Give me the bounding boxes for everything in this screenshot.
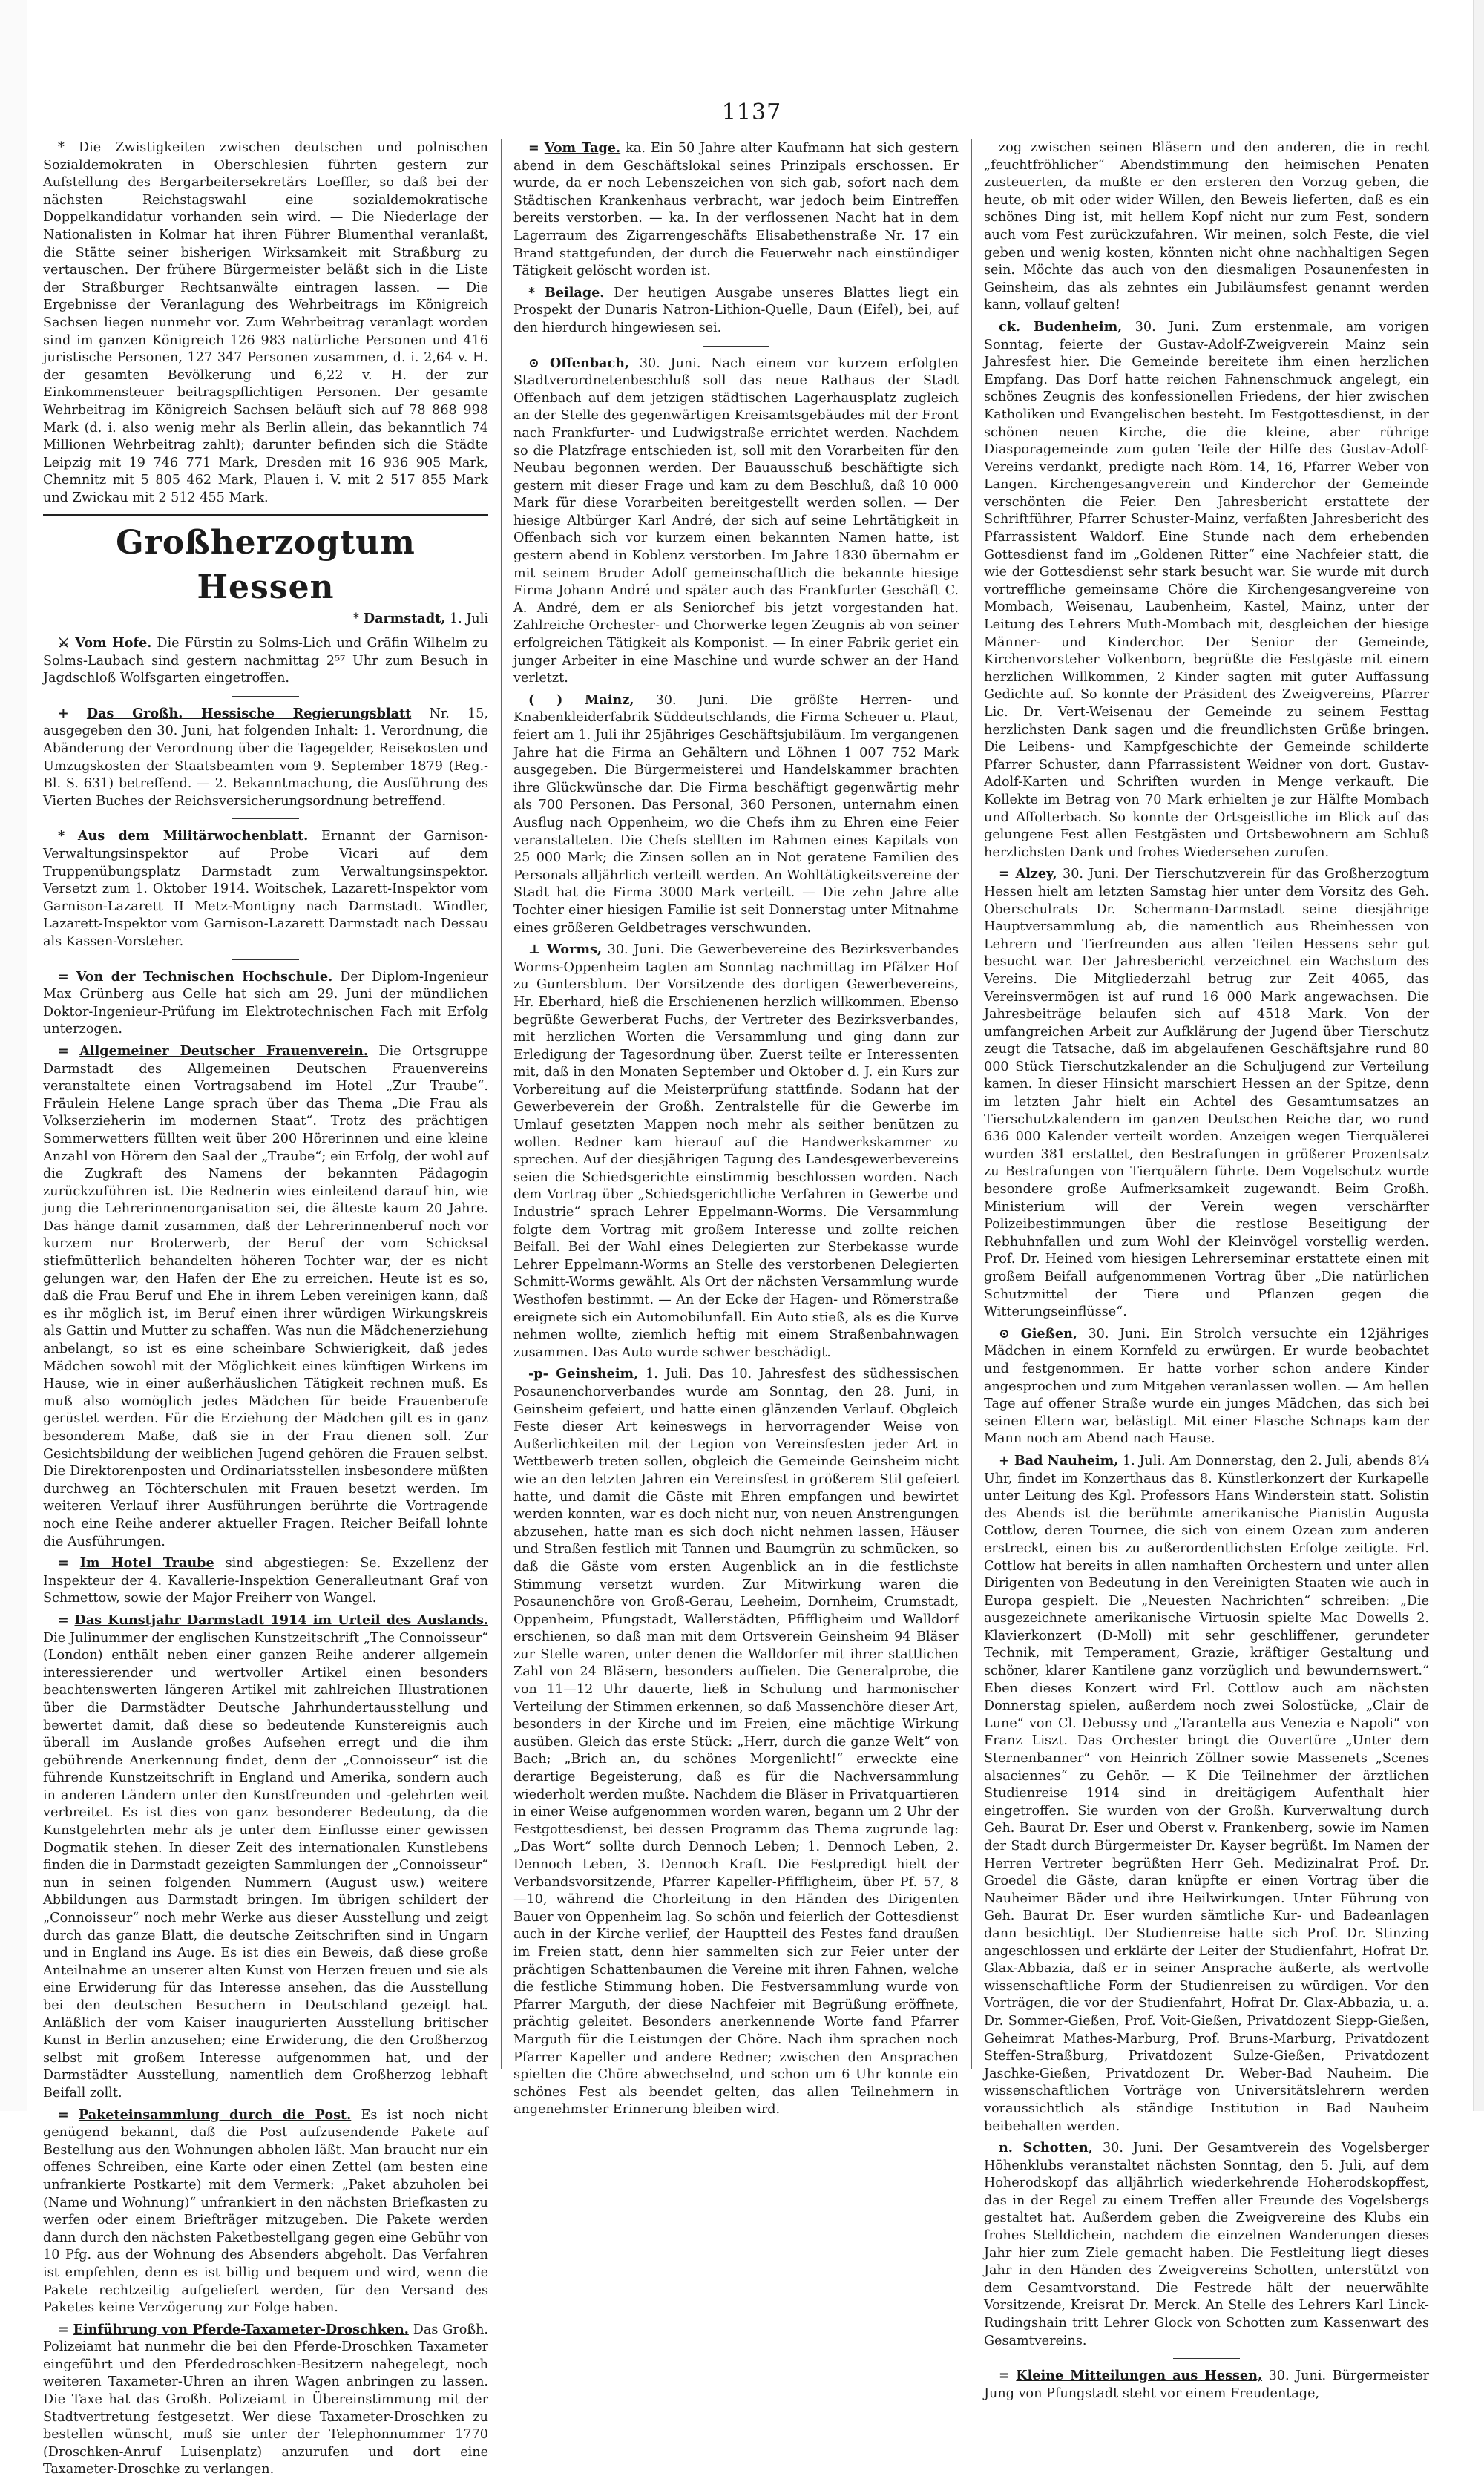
article-body: Die Julinummer der englischen Kunstzeitschrift „The Connoisseur“ (London) enthält neben einer ganzen Reihe anderer allgemein interessierender und wertvoller Artikel einen besonders beachtenswerten längeren Artikel mit zahlreichen Illustrationen über die Darmstädter Deutsche Jahrhundertausstellung und bewertet damit, daß diese so bedeutende Kunstereignis auch überall im Auslande großes Aufsehen erregt und die ihm gebührende Anerkennung findet, denn der „Connoisseur“ ist die führende Kunstzeitschrift in England und Amerika, sondern auch in anderen Ländern unter den Kunstfreunden und -gelehrten weit verbreitet. Es ist dies von ganz besonderer Bedeutung, da die Kunstgelehrten mehr als je unter dem Einflusse einer gewissen Dogmatik stehen. In dieser Zeit des internationalen Kunstlebens finden die in Darmstadt gezeigten Sammlungen der „Connoisseur“ nun in seinen folgenden Nummern (August usw.) weitere Abbildungen aus Darmstadt bringen. Im übrigen schildert der „Connoisseur“ noch mehr Werke aus dieser Ausstellung und zeigt durch das ganze Blatt, die deutsche Zeitschriften sind in Ungarn und in England ins Auge. Es ist dies ein Beweis, daß diese große Anteilnahme an unserer alten Kunst von Herzen freuen und sie als eine Erwiderung für das Interesse ansehen, das die Ausstellung bei den deutschen Besuchern in Deutschland gezeigt hat. Anläßlich der vom Kaiser inaugurierten Ausstellung britischer Kunst in Berlin anzusehen; eine Erwiderung, die den Großherzog selbst mit großem Interesse aufgenommen hat, und der Darmstädter Ausstellung, namentlich dem Großherzog lebhaft Beifall zollt. xyxy=(43,1630,488,2101)
article-lead: + Bad Nauheim, xyxy=(999,1452,1119,1468)
article-lead: = xyxy=(58,2107,69,2123)
section-heading: Großherzogtum Hessen xyxy=(116,524,416,607)
binding-edge xyxy=(0,0,27,2111)
article-headline: Von der Technischen Hochschule. xyxy=(76,968,333,985)
article-body: Ernannt der Garnison-Verwaltungsinspektor auf Probe Vicari auf dem Truppenübungsplatz Darmstadt zum Verwaltungsinspektor. Versetzt zum 1. Oktober 1914. Woitschek, Lazarett-Inspektor vom Garnison-Lazarett II Metz-Montigny nach Darmstadt. Windler, Lazarett-Inspektor vom Garnison-Lazarett Darmstadt nach Dessau als Kassen-Vorsteher. xyxy=(43,829,489,949)
news-article xyxy=(43,1612,488,2103)
article-body: 30. Juni. Der Tierschutzverein für das Großherzogtum Hessen hielt am letzten Samstag hier unter dem Vorsitz des Geh. Oberschulrats Dr. Schermann-Darmstadt seine diesjährige Hauptversammlung ab, die namentlich aus Rheinhessen von Lehrern und Tierfreunden aus allen Teilen Hessens sehr gut besucht war. Der Jahresbericht verzeichnet ein Wachstum des Vereins. Die Mitgliederzahl betrug zur Zeit 4065, das Vereinsvermögen ist auf rund 16 000 Mark angewachsen. Die Jahresbeiträge belaufen sich auf 4518 Mark. Von der umfangreichen Arbeit zur Aufklärung der Jugend über Tierschutz zeugt die Tatsache, daß im abgelaufenen Geschäftsjahre rund 80 000 Stück Tierschutzkalender an die Schuljugend zur Verteilung kamen. In dieser Hinsicht marschiert Hessen an der Spitze, denn im letzten Jahr hielt ein Achtel des Gesamtumsatzes an Tierschutzkalendern im ganzen Deutschen Reiche dar, wo rund 636 000 Kalender verteilt worden. Anzeigen wegen Tierquälerei wurden 381 erstattet, den Bestrafungen in größerer Prozentsatz zu Bestrafungen von Tierquälern führte. Dem Vogelschutz wurde besondere große Aufmerksamkeit zugewandt. Beim Großh. Ministerium will der Verein wegen verschärfter Polizeibestimmungen über die restlose Beseitigung der Rebhuhnfallen und zum Wohl der Kleinvögel vorstellig werden. Prof. Dr. Heined vom hiesigen Lehrerseminar erstattete einen mit großem Beifall aufgenommenen Vortrag über „Die natürlichen Schutzmittel der Tiere und Pflanzen gegen die Witterungseinflüsse“. xyxy=(984,867,1429,1320)
article-lead: ⚔ Vom Hofe. xyxy=(58,635,152,651)
article-body: Der heutigen Ausgabe unseres Blattes liegt ein Prospekt der Dunaris Natron-Lithion-Quelle, Daun (Eifel), bei, auf den hierdurch hingewiesen sei. xyxy=(513,285,959,335)
page-edge xyxy=(1473,0,1484,2111)
article-body: ka. Ein 50 Jahre alter Kaufmann hat sich gestern abend in dem Geschäftslokal seines Prinzipals erschossen. Er wurde, da er noch Lebenszeichen von sich gab, sofort nach dem Städtischen Krankenhaus verbracht, war jedoch beim Eintreffen bereits verstorben. — ka. In der verflossenen Nacht hat in dem Lagerraum des Zigarrengeschäfts Elisabethenstraße Nr. 17 ein Brand stattgefunden, der durch die Feuerwehr nach einstündiger Tätigkeit gelöscht worden ist. xyxy=(513,141,959,279)
news-article xyxy=(984,2139,1429,2350)
news-article xyxy=(513,284,959,338)
article-body: 30. Juni. Nach einem vor kurzem erfolgten Stadtverordnetenbeschluß soll das neue Rathaus der Stadt Offenbach auf dem jetzigen städtischen Lagerhausplatz zugleich an der Stelle des gegenwärtigen Kreisamtsgebäudes mit der Front nach Frankfurter- und Ludwigstraße errichtet werden. Nachdem so die Platzfrage entschieden ist, soll mit den Vorarbeiten für den Neubau begonnen werden. Der Bauausschuß beschäftigte sich gestern mit dieser Frage und kam zu dem Beschluß, daß 10 000 Mark für diese Vorarbeiten bereitgestellt werden sollen. — Der hiesige Altbürger Karl André, der sich auf seine Lehrtätigkeit in Offenbach sich vor kurzem einen bekannten Namen hatte, ist gestern abend in Koblenz verstorben. Im Jahre 1830 übernahm er mit seinem Bruder Adolf gemeinschaftlich die bekannte hiesige Firma Johann André und später auch das Frankfurter Geschäft C. A. André, dem er als Seniorchef bis jetzt vorgestanden hat. Zahlreiche Orchester- und Chorwerke legen Zeugnis ab von seiner erfolgreichen Tätigkeit als Komponist. — In einer Fabrik geriet ein junger Arbeiter in eine Maschine und wurde schwer an der Hand verletzt. xyxy=(513,355,959,686)
news-article xyxy=(43,827,488,950)
article-headline: Im Hotel Traube xyxy=(79,1555,214,1572)
article-body: zog zwischen seinen Bläsern und den anderen, die in recht „feuchtfröhlicher“ Abendstimmung den heimischen Penaten zusteuerten, da mußte er den ersteren den Vorzug geben, die heute, ob mit oder wider Willen, den Beweis lieferten, daß es ein schönes Ding ist, mit hellem Kopf nicht nur zum Fest, sondern auch vom Fest zurückzufahren. Wir meinen, solch Feste, die viel geben und wenig kosten, könnten nicht ohne nachhaltigen Segen sein. Möchte das auch von den diesmaligen Posaunenfesten in Geinsheim, das als zehntes ein Jubiläumsfest genannt werden kann, vollauf gelten! xyxy=(984,140,1429,313)
article-headline: Aus dem Militärwochenblatt. xyxy=(77,828,309,844)
column-1 xyxy=(43,139,489,2478)
article-separator xyxy=(232,959,299,960)
article-separator xyxy=(232,818,299,819)
article-body: Die Ortsgruppe Darmstadt des Allgemeinen Deutschen Frauenvereins veranstaltete einen Vortragsabend im Hotel „Zur Traube“. Fräulein Helene Lange sprach über das Thema „Die Frau als Volkserzieherin im modernen Staat“. Trotz des prächtigen Sommerwetters füllten weit über 200 Hörerinnen und eine kleine Anzahl von Hörern den Saal der „Traube“; ein Erfolg, der wohl auf die Zugkraft des Namens der bekannten Pädagogin zurückzuführen ist. Die Rednerin wies einleitend darauf hin, wie jung die Lehrerinnenorganisation sei, die älteste kaum 20 Jahre. Das hänge damit zusammen, daß der Lehrerinnenberuf noch vor kurzem nur Broterwerb, der Beruf der vom Schicksal stiefmütterlich behandelten höheren Tochter war, der es nicht gelungen war, den Hafen der Ehe zu erreichen. Heute ist es so, daß die Frau Beruf und Ehe in ihrem Leben vereinigen kann, daß es ihr möglich ist, im Beruf einen ihrer würdigen Wirkungskreis als Gattin und Mutter zu schaffen. Was nun die Mädchenerziehung anbelangt, so ist es eine scheinbare Schwierigkeit, daß jedes Mädchen sowohl mit der Möglichkeit eines künftigen Wirkens im Hause, wie in einer außerhäuslichen Tätigkeit rechnen muß. Es muß also womöglich jedes Mädchen für beide Frauenberufe gerüstet werden. Für die Erziehung der Mädchen gilt es in ganz besonderem Maße, daß sie in der Frau dienen soll. Zur Gesichtsbildung der weiblichen Jugend gehören die Frauen selbst. Die Direktorenposten und Ordinariatsstellen insbesondere müßten durchweg an Töchterschulen mit Frauen besetzt werden. Im weiteren Verlauf ihrer Ausführungen berührte die Vortragende noch eine Reihe anderer aktueller Fragen. Reicher Beifall lohnte die Ausführungen. xyxy=(43,1043,488,1549)
article-body: 30. Juni. Zum erstenmale, am vorigen Sonntag, feierte der Gustav-Adolf-Zweigverein Mainz sein Jahresfest hier. Die Gemeinde bereitete ihm einen herzlichen Empfang. Das Dorf hatte reichen Fahnenschmuck angelegt, ein schönes Zeugnis des konfessionellen Friedens, der hier zwischen Katholiken und Evangelischen besteht. Im Festgottesdienst, in der schönen neuen Kirche, die die kleine, aber rührige Diasporagemeinde zum guten Teile der Hilfe des Gustav-Adolf-Vereins verdankt, predigte nach Röm. 14, 16, Pfarrer Weber von Langen. Kirchengesangverein und Kinderchor der Gemeinde verschönten die Feier. Den Jahresbericht erstattete der Schriftführer, Pfarrer Schuster-Mainz, verfaßten Jahresbericht des Pfarrassistent Waldorf. Eine Stunde nach dem erhebenden Gottesdienst fand im „Goldenen Ritter“ eine Nachfeier statt, die wie der Gottesdienst sehr stark besucht war. Sie wurde mit durch vortreffliche gemeinsame Chöre die Kirchengesangvereine von Mombach, Weisenau, Laubenheim, Kastel, Mainz, unter der Leitung des Lehrers Muth-Mombach mit, desgleichen der hiesige Männer- und Kinderchor. Der Senior der Gemeinde, Kirchenvorsteher Volkenborn, begrüßte die Festgäste mit einem herzlichen Willkommen, 2 Kinder sagten mit guter Auffassung Gedichte auf. So konnte der Präsident des Zweigvereins, Pfarrer Lic. Dr. Vert-Weisenau der Gemeinde zu seinem Festtag herzlichsten Dank sagen und die freundlichsten Grüße bringen. Die Leibens- und Kampfgeschichte der Gemeinde schilderte Pfarrer Schuster, dann Pfarrassistent Weidner von dort. Gustav-Adolf-Karten und Schriften wurden in Menge verkauft. Die Kollekte im Betrag von 70 Mark erhielten je zur Hälfte Mombach und Affolterbach. So konnte der Ortsgeistliche im Blick auf das gelungene Fest allen Festgästen und Ortsbewohnern am Schluß herzlichsten Dank und frohes Wiedersehen zurufen. xyxy=(984,319,1429,860)
article-body: 30. Juni. Der Gesamtverein des Vogelsberger Höhenklubs veranstaltet nächsten Sonntag, den 5. Juli, auf dem Hoherodskopf das alljährlich wiederkehrende Hoherodskopffest, das in der Regel zu einem Treffen aller Freunde des Vogelsbergs gestaltet hat. Außerdem geben die Zweigvereine des Klubs ein frohes Stelldichein, nachdem die einzelnen Wanderungen dieses Jahr hier zum Ziele gemacht haben. Die Festleitung liegt dieses Jahr in den Händen des Zweigvereins Schotten, unterstützt von dem Gesamtvorstand. Die Festrede hält der neuerwählte Vorsitzende, Kreisrat Dr. Merck. An Stelle des Lehrers Karl Linck-Rudingshain tritt Lehrer Glock von Schotten zum Kassenwart des Gesamtvereins. xyxy=(984,2141,1430,2348)
article-lead: ⊙ Offenbach, xyxy=(528,355,630,371)
article-lead: ⊥ Worms, xyxy=(528,942,603,958)
article-separator xyxy=(232,696,299,697)
page-number: 1137 xyxy=(721,99,782,125)
article-headline: Allgemeiner Deutscher Frauenverein. xyxy=(79,1043,368,1059)
article-lead: = xyxy=(58,2321,69,2337)
column-rule xyxy=(971,139,972,2069)
section-rule xyxy=(43,514,488,516)
news-article xyxy=(43,139,488,507)
article-lead: = xyxy=(58,1043,69,1059)
column-rule xyxy=(501,139,502,2069)
article-lead: = xyxy=(58,1555,69,1572)
article-headline: Das Kunstjahr Darmstadt 1914 im Urteil des Auslands. xyxy=(74,1612,488,1628)
news-article xyxy=(984,139,1429,315)
section-dateline xyxy=(43,610,488,628)
column-3 xyxy=(984,139,1430,2401)
article-headline: Paketeinsammlung durch die Post. xyxy=(78,2107,352,2123)
news-article xyxy=(513,941,959,1362)
article-lead: = xyxy=(58,1612,69,1628)
article-lead: * xyxy=(528,284,536,301)
article-body: 1. Juli. Das 10. Jahresfest des südhessischen Posaunenchorverbandes wurde am Sonntag, den 28. Juni, in Geinsheim gefeiert, und hatte einen glänzenden Verlauf. Obgleich Feste dieser Art keineswegs in hervorragender Weise von Außerlichkeiten mit der Legion von Vereinsfesten jeder Art in Wettbewerb treten sollen, obgleich die Gemeinde Geinsheim nicht wie an den letzten Jahren ein Vereinsfest in größerem Stil gefeiert hatte, und damit die Gäste mit Ehren empfangen und bewirtet werden konnten, war es doch nicht nur, von neuen Anstrengungen abzusehen, hatte man es sich doch nicht nehmen lassen, Häuser und Straßen festlich mit Tannen und Baumgrün zu schmücken, so daß die Gäste vom ersten Augenblick an in die festlichste Stimmung versetzt wurden. Zur Mitwirkung waren die Posaunenchöre von Groß-Gerau, Leeheim, Dornheim, Crumstadt, Oppenheim, Pfungstadt, Wallerstädten, Pfiffligheim und Walldorf erschienen, so daß man mit dem Ortsverein Geinsheim 94 Bläser zur Stelle waren, unter denen die Walldorfer mit ihrer stattlichen Zahl von 24 Bläsern, besonders auffielen. Die Generalprobe, die von 11—12 Uhr dauerte, ließ in Schulung und harmonischer Verteilung der Stimmen erkennen, so daß Massenchöre dieser Art, besonders in der Kirche und im Freien, eine mächtige Wirkung ausüben. Gleich das erste Stück: „Herr, durch die ganze Welt“ von Bach; „Brich an, du schönes Morgenlicht!“ erweckte eine derartige Begeisterung, daß es für die Nachversammlung wiederholt werden mußte. Nachdem die Bläser in Privatquartieren in einer Weise aufgenommen worden waren, begann um 2 Uhr der Festgottesdienst, bei dessen Programm das Thema zugrunde lag: „Das Wort“ sollte durch Dennoch Leben; 1. Dennoch Leben, 2. Dennoch Leben, 3. Dennoch Kraft. Die Festpredigt hielt der Verbandsvorsitzende, Pfarrer Kapeller-Pfiffligheim, über Pf. 57, 8—10, während die Chorleitung in den Händen des Dirigenten Bauer von Oppenheim lag. So schön und feierlich der Gottesdienst auch in der Kirche verlief, der Hauptteil des Festes fand draußen im Freien statt, denn hier sammelten sich zur Feier unter der prächtigen Schattenbaumen die Vereine mit ihren Fahnen, welche die festliche Stimmung hoben. Die Festversammlung wurde von Pfarrer Marguth, der diese Nachfeier mit Begrüßung eröffnete, prächtig geleitet. Besonders anerkennende Worte fand Pfarrer Marguth für die Leistungen der Chöre. Nach ihm sprachen noch Pfarrer Kapeller und andere Redner; zwischen den Ansprachen spielten die Chöre abwechselnd, und schon um 6 Uhr konnte ein schönes Fest als beendet gelten, das allen Teilnehmern in angenehmster Erinnerung bleiben wird. xyxy=(513,1367,959,2118)
article-body: 30. Juni. Die Gewerbevereine des Bezirksverbandes Worms-Oppenheim tagten am Sonntag nachmittag im Pfälzer Hof zu Guntersblum. Der Vorsitzende des dortigen Gewerbevereins, Hr. Eberhard, hieß die Erschienenen herzlich willkommen. Ebenso begrüßte Gewerberat Fuchs, der Vertreter des Bezirksverbandes, mit herzlichen Worten die Versammlung und ging dann zur Erledigung der Tagesordnung über. Zuerst teilte er Interessenten mit, daß in den Monaten September und Oktober d. J. ein Kurs zur Vorbereitung auf die Meisterprüfung stattfinde. Sodann hat der Gewerbeverein der Großh. Zentralstelle für die Gewerbe im Umlauf gesetzten Mappen noch mehr als seither benützen zu wollen. Redner kam hierauf auf die Handwerkskammer zu sprechen. Auf der diesjährigen Tagung des Landesgewerbevereins seien die Schiedsgerichte einstimmig beschlossen worden. Nach dem Vortrag über „Schiedsgerichtliche Verfahren in Gewerbe und Industrie“ sprach Lehrer Eppelmann-Worms. Die Versammlung folgte dem Vortrag mit großem Interesse und zollte reichen Beifall. Bei der Wahl eines Delegierten zur Sterbekasse wurde Lehrer Eppelmann-Worms an Stelle des verstorbenen Delegierten Schmitt-Worms gewählt. Als Ort der nächsten Versammlung wurde Westhofen bestimmt. — An der Ecke der Hagen- und Römerstraße ereignete sich ein Automobilunfall. Ein Auto stieß, als es die Kurve nehmen wollte, ziemlich heftig mit einem Straßenbahnwagen zusammen. Das Auto wurde schwer beschädigt. xyxy=(513,942,959,1360)
article-body: Nr. 15, ausgegeben den 30. Juni, hat folgenden Inhalt: 1. Verordnung, die Abänderung der Verordnung über die Tagegelder, Reisekosten und Umzugskosten der Staatsbeamten vom 9. September 1879 (Reg.-Bl. S. 631) betreffend. — 2. Bekanntmachung, die Ausführung des Vierten Buches der Reichsversicherungsordnung betreffend. xyxy=(43,706,488,809)
article-lead: = xyxy=(528,140,539,156)
article-headline: Beilage. xyxy=(544,284,605,301)
news-article xyxy=(984,318,1429,861)
news-article xyxy=(43,2321,488,2479)
article-lead: n. Schotten, xyxy=(999,2140,1093,2156)
news-article xyxy=(43,1043,488,1551)
article-body: Die Fürstin zu Solms-Lich und Gräfin Wilhelm zu Solms-Laubach sind gestern nachmittag 2⁵⁷ Uhr zum Besuch in Jagdschloß Wolfsgarten eingetroffen. xyxy=(43,636,489,686)
article-body: 1. Juli. Am Donnerstag, den 2. Juli, abends 8¼ Uhr, findet im Konzerthaus das 8. Künstlerkonzert der Kurkapelle unter Leitung des Kgl. Professors Hans Winderstein statt. Solistin des Abends ist die berühmte amerikanische Pianistin Augusta Cottlow, deren Tournee, die sich von einem Ozean zum anderen erstreckt, einen bis zu außerordentlichsten Erfolge zeitigte. Frl. Cottlow hat bereits in allen namhaften Orchestern und unter allen Dirigenten von Bedeutung in den Vereinigten Staaten wie auch in Europa gespielt. Die „Neuesten Nachrichten“ schreiben: „Die ausgezeichnete amerikanische Virtuosin spielte Mac Dowells 2. Klavierkonzert (D-Moll) mit sehr geschliffener, gerundeter Technik, mit Temperament, Grazie, kräftiger Gestaltung und schöner, klarer Kantilene ganz vorzüglich und bewundernswert.“ Eben dieses Konzert wird Frl. Cottlow auch am nächsten Donnerstag spielen, außerdem noch zwei Solostücke, „Clair de Lune“ von Cl. Debussy und „Tarantella aus Venezia e Napoli“ von Franz Liszt. Das Orchester bringt die Ouvertüre „Unter dem Sternenbanner“ von Heinrich Zöllner sowie Massenets „Scenes alsaciennes“ zu Gehör. — K Die Teilnehmer der ärztlichen Studienreise 1914 sind in dreitägigem Aufenthalt hier eingetroffen. Sie wurden von der Großh. Kurverwaltung durch Geh. Baurat Dr. Eser und Oberst v. Frankenberg, sowie im Namen der Stadt durch Bürgermeister Dr. Kayser begrüßt. Im Namen der Herren Vertreter begrüßten Herr Geh. Medizinalrat Prof. Dr. Groedel die Gäste, daran knüpfte er einen Vortrag über die Nauheimer Bäder und ihre Heilwirkungen. Unter Führung von Geh. Baurat Dr. Eser wurden sämtliche Kur- und Badeanlagen dann besichtigt. Der Studienreise hatte sich Prof. Dr. Stinzing angeschlossen und erklärte der Leiter der Studienfahrt, Hofrat Dr. Glax-Abbazia, daß er in seiner Ansprache äußerte, als wertvolle wissenschaftliche Form der Studienreisen zu würdigen. Vor den Vorträgen, die vor der Studienfahrt, Hofrat Dr. Glax-Abbazia, u. a. Dr. Sommer-Gießen, Prof. Voit-Gießen, Privatdozent Siepp-Gießen, Geheimrat Mathes-Marburg, Prof. Bruns-Marburg, Privatdozent Steffen-Straßburg, Privatdozent Sulze-Gießen, Privatdozent Jaschke-Gießen, Privatdozent Dr. Weber-Bad Nauheim. Die wissenschaftlichen Vorträge von Universitätslehrern werden voraussichtlich als ständige Institution in Bad Nauheim beibehalten werden. xyxy=(984,1453,1430,2134)
news-article xyxy=(43,634,488,688)
news-article xyxy=(984,1452,1429,2135)
article-body: Es ist noch nicht genügend bekannt, daß die Post aufzusendende Pakete auf Bestellung aus den Wohnungen abholen läßt. Man braucht nur ein offenes Schreiben, eine Karte oder einen Zettel (am besten eine unfrankierte Postkarte) mit dem Vermerk: „Paket abzuholen bei (Name und Wohnung)“ unfrankiert in den nächsten Briefkasten zu werfen oder einem Briefträger mitzugeben. Die Pakete werden dann durch den nächsten Paketbestellgang gegen eine Gebühr von 10 Pfg. aus der Wohnung des Absenders abgeholt. Das Verfahren ist empfehlen, denn es ist billig und bequem und wird, wenn die Pakete rechtzeitig aufgeliefert werden, für den Versand des Paketes keine Verzögerung zur Folge haben. xyxy=(43,2107,489,2316)
article-body: sind abgestiegen: Se. Exzellenz der Inspekteur der 4. Kavallerie-Inspektion Generalleutnant Graf von Schmettow, sowie der Major Freiherr von Wangel. xyxy=(43,1556,488,1606)
article-lead: = xyxy=(999,2368,1010,2384)
article-headline: Kleine Mitteilungen aus Hessen, xyxy=(1016,2368,1263,2384)
news-article xyxy=(43,2107,488,2317)
article-headline: Vom Tage. xyxy=(544,140,621,156)
newspaper-page xyxy=(43,80,1460,2478)
news-article xyxy=(984,2367,1429,2403)
article-lead: -p- Geinsheim, xyxy=(528,1366,639,1382)
article-lead: ck. Budenheim, xyxy=(999,318,1123,335)
article-separator xyxy=(703,346,769,347)
dateline-place: Darmstadt, xyxy=(363,611,446,627)
article-body: * Die Zwistigkeiten zwischen deutschen und polnischen Sozialdemokraten in Oberschlesien führten gestern zur Aufstellung des Bergarbeitersekretärs Loeffler, so daß bei der nächsten Reichstagswahl eine sozialdemokratische Doppelkandidatur vorhanden sein wird. — Die Niederlage der Nationalisten in Kolmar hat ihren Führer Blumenthal veranlaßt, die Stätte seiner bisherigen Wirksamkeit mit Straßburg zu vertauschen. Der frühere Bürgermeister beläßt sich in die Liste der Straßburger Rechtsanwälte eintragen lassen. — Die Ergebnisse der Veranlagung des Wehrbeitrags im Königreich Sachsen liegen nunmehr vor. Zum Wehrbeitrag veranlagt worden sind im ganzen Königreich 126 983 natürliche Personen und 416 juristische Personen, 127 347 Personen zusammen, d. i. 2,64 v. H. der gesamten Bevölkerung und 6,22 v. H. der zur Einkommensteuer beitragspflichtigen Personen. Der gesamte Wehrbeitrag im Königreich Sachsen beläuft sich auf 78 868 998 Mark (d. i. also wenig mehr als Berlin allein, das bekanntlich 74 Millionen Wehrbeitrag zahlt); darunter befinden sich die Städte Leipzig mit 19 746 771 Mark, Dresden mit 16 936 905 Mark, Chemnitz mit 5 805 462 Mark, Plauen i. V. mit 2 517 855 Mark und Zwickau mit 2 512 455 Mark. xyxy=(43,140,488,505)
article-separator xyxy=(1173,2358,1240,2359)
news-article xyxy=(984,1325,1429,1448)
article-body: Das Großh. Polizeiamt hat nunmehr die bei den Pferde-Droschken Taxameter eingeführt und den Pferdedroschken-Besitzern nahegelegt, noch weiteren Taxameter-Uhren an ihren Wagen anbringen zu lassen. Die Taxe hat das Großh. Polizeiamt in Übereinstimmung mit der Stadtvertretung festgesetzt. Wer diese Taxameter-Droschken zu bestellen wünscht, muß sie unter der Telephonnummer 1770 (Droschken-Anruf Luisenplatz) anzurufen und dort eine Taxameter-Droschke zu verlangen. xyxy=(43,2322,488,2478)
news-article xyxy=(513,1365,959,2119)
dateline-date: 1. Juli xyxy=(449,611,488,627)
article-lead: * xyxy=(58,828,65,844)
dateline-marker: * xyxy=(352,611,364,627)
article-body: 30. Juni. Die größte Herren- und Knabenkleiderfabrik Süddeutschlands, die Firma Scheuer u. Plaut, feiert am 1. Juli ihr 25jähriges Geschäftsjubiläum. Im vergangenen Jahre hat die Firma an Gehältern und Löhnen 1 007 752 Mark ausgegeben. Die Bürgermeisterei und Handelskammer brachten ihre Glückwünsche dar. Die Firma beschäftigt gegenwärtig mehr als 700 Personen. Das Personal, 360 Personen, unternahm einen Ausflug nach Oppenheim, wo die Chefs ihm zu Ehren eine Feier veranstalteten. Die Chefs stellten im Rahmen eines Kapitals von 25 000 Mark; die Zinsen sollen an in Not geratene Familien des Personals alljährlich verteilt werden. An Wohltätigkeitsvereine der Stadt hat die Firma 3000 Mark verteilt. — Die zehn Jahre alte Tochter einer hiesigen Familie ist seit Donnerstag unter Mitnahme eines größeren Geldbetrages verschwunden. xyxy=(513,692,959,936)
news-article xyxy=(513,139,959,280)
news-article xyxy=(43,968,488,1039)
column-2 xyxy=(513,139,959,2118)
article-lead: ( ) Mainz, xyxy=(528,692,634,708)
news-article xyxy=(984,865,1429,1321)
article-headline: Das Großh. Hessische Regierungsblatt xyxy=(86,705,412,721)
article-lead: + xyxy=(58,705,69,721)
news-article xyxy=(513,692,959,937)
article-body: 30. Juni. Ein Strolch versuchte ein 12jähriges Mädchen in einem Kornfeld zu erwürgen. Er wurde beobachtet und festgenommen. Er hatte vorher schon andere Kinder angesprochen und zum Mitgehen veranlassen wollen. — Am hellen Tage auf offener Straße wurde ein junges Mädchen, das sich bei seinen Eltern war, belästigt. Mit einer Flasche Schnaps kam der Mann noch am Abend nach Hause. xyxy=(984,1326,1429,1447)
article-lead: = Alzey, xyxy=(999,866,1057,882)
article-lead: = xyxy=(58,968,69,985)
article-headline: Einführung von Pferde-Taxameter-Droschken. xyxy=(73,2321,409,2337)
news-article xyxy=(43,1554,488,1608)
news-article xyxy=(513,355,959,688)
article-lead: ⊙ Gießen, xyxy=(999,1325,1078,1342)
news-article xyxy=(43,705,488,811)
article-body: 30. Juni. Bürgermeister Jung von Pfungstadt steht vor einem Freudentage, xyxy=(984,2368,1429,2401)
article-body: Der Diplom-Ingenieur Max Grünberg aus Gelle hat sich am 29. Juni der mündlichen Doktor-Ingenieur-Prüfung im Elektrotechnischen Fach mit Erfolg unterzogen. xyxy=(43,969,489,1037)
